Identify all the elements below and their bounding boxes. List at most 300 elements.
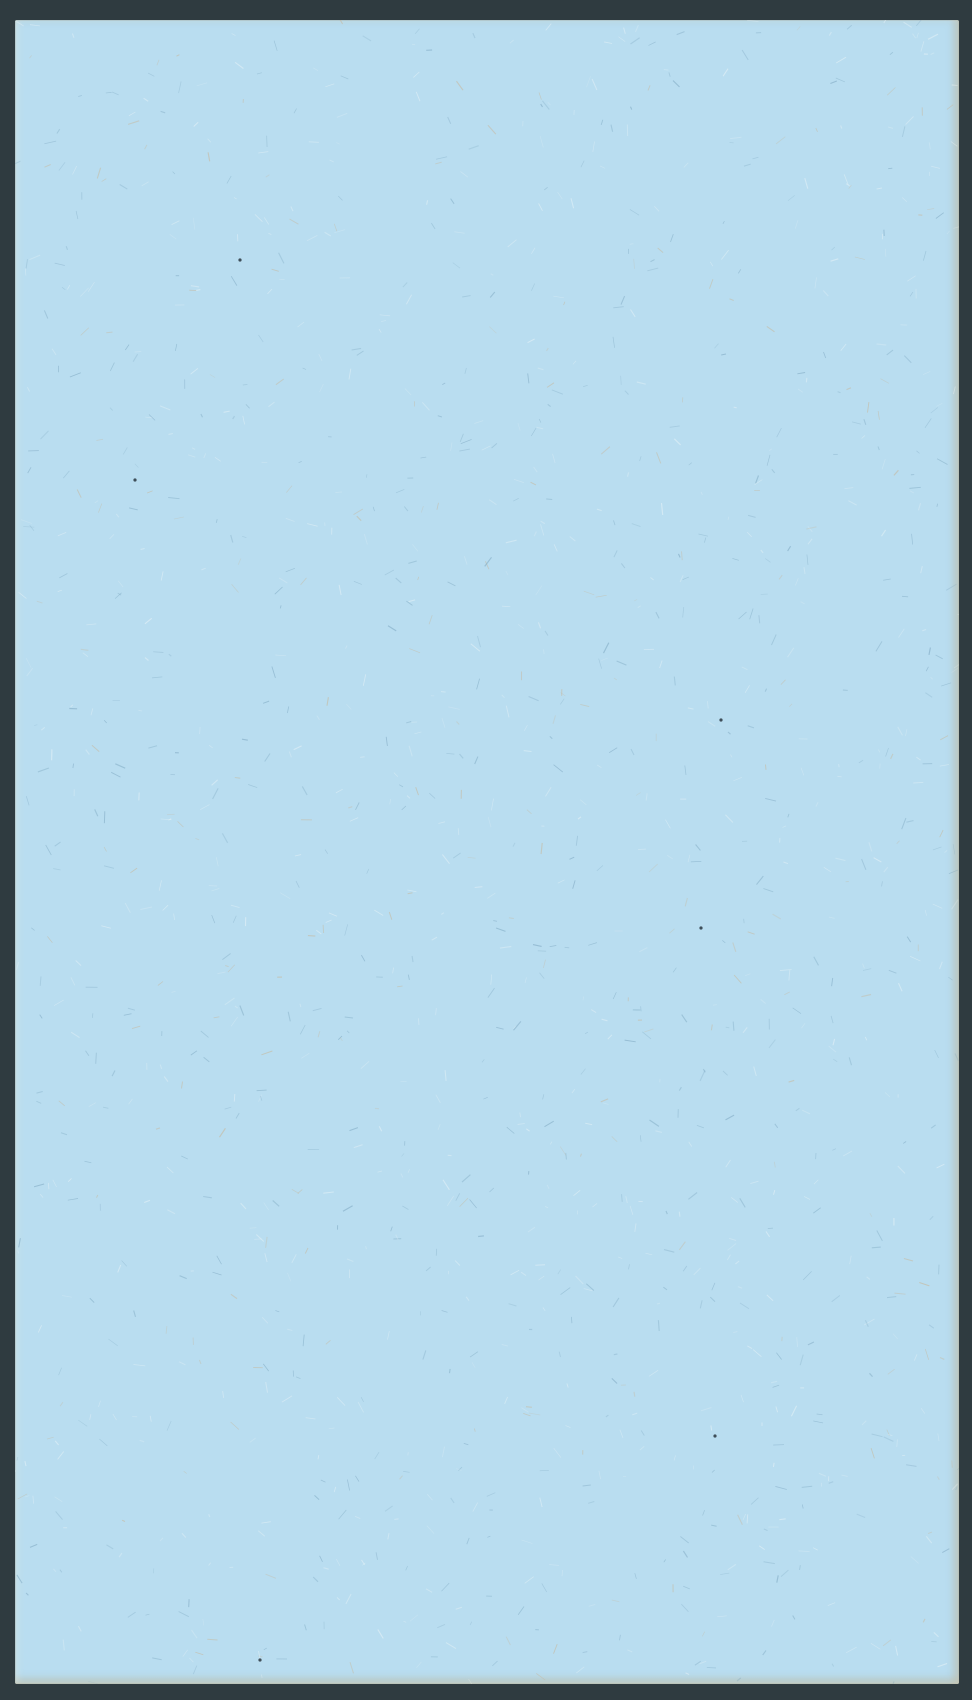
paper-fiber <box>220 1128 226 1137</box>
paper-fiber <box>19 1238 21 1247</box>
paper-fiber <box>640 456 642 461</box>
paper-fiber <box>528 339 535 343</box>
paper-fiber <box>727 1255 730 1260</box>
paper-fiber <box>509 918 514 919</box>
paper-fiber <box>931 408 938 414</box>
paper-fiber <box>542 101 549 110</box>
paper-fiber <box>802 1505 803 1509</box>
paper-fiber <box>843 1151 852 1156</box>
paper-fiber <box>225 1107 232 1109</box>
paper-fiber <box>814 957 819 966</box>
paper-fiber <box>125 345 129 350</box>
paper-fiber <box>634 1392 635 1397</box>
paper-fiber <box>870 1373 873 1376</box>
paper-fiber <box>160 1538 163 1541</box>
paper-fiber <box>269 402 275 407</box>
paper-fiber <box>160 1065 162 1069</box>
paper-fiber <box>648 85 650 90</box>
paper-fiber <box>613 307 623 308</box>
paper-fiber <box>455 1261 460 1266</box>
paper-fiber <box>531 284 534 291</box>
paper-fiber <box>475 757 478 764</box>
paper-fiber <box>548 404 551 406</box>
paper-fiber <box>492 1661 497 1666</box>
paper-fiber <box>566 1153 567 1160</box>
paper-fiber <box>904 1259 913 1262</box>
paper-fiber <box>884 20 890 23</box>
paper-fiber <box>657 452 661 463</box>
paper-fiber <box>558 192 563 199</box>
paper-fiber <box>608 1035 612 1039</box>
paper-fiber <box>639 948 647 952</box>
paper-fiber <box>596 595 607 597</box>
paper-fiber <box>338 196 342 200</box>
paper-fiber <box>355 1516 360 1518</box>
paper-fiber <box>124 1014 132 1016</box>
paper-fiber <box>734 975 741 983</box>
paper-fiber <box>846 1647 857 1653</box>
paper-fiber <box>446 753 454 754</box>
paper-fiber <box>601 447 610 454</box>
paper-fiber <box>814 1180 818 1184</box>
paper-fiber <box>349 369 351 380</box>
paper-fiber <box>59 1101 65 1106</box>
paper-fiber <box>191 368 198 374</box>
paper-fiber <box>830 81 836 84</box>
paper-fiber <box>777 428 782 437</box>
paper-fiber <box>711 1525 716 1526</box>
paper-fiber <box>231 1017 238 1026</box>
paper-fiber <box>402 806 406 810</box>
paper-fiber <box>356 803 360 810</box>
paper-fiber <box>753 1350 761 1357</box>
paper-fiber <box>599 659 602 669</box>
paper-fiber <box>848 501 856 505</box>
paper-fiber <box>263 701 269 703</box>
paper-fiber <box>641 1431 644 1436</box>
paper-fiber <box>927 209 934 210</box>
paper-fiber <box>405 389 411 396</box>
paper-fiber <box>773 1445 784 1446</box>
paper-fiber <box>902 198 907 202</box>
paper-fiber <box>453 853 460 858</box>
paper-fiber <box>897 1439 898 1447</box>
paper-fiber <box>145 417 152 418</box>
paper-fiber <box>191 286 199 287</box>
paper-fiber <box>256 1235 264 1242</box>
paper-fiber <box>473 1503 478 1512</box>
paper-fiber <box>59 162 65 170</box>
paper-fiber <box>130 868 137 873</box>
paper-fiber <box>234 198 237 200</box>
paper-fiber <box>286 568 295 572</box>
paper-fiber <box>442 383 445 385</box>
paper-fiber <box>711 1025 712 1031</box>
paper-fiber <box>538 622 540 628</box>
paper-fiber <box>409 600 416 602</box>
paper-fiber <box>347 1031 349 1033</box>
paper-fiber <box>518 1607 524 1615</box>
paper-fiber <box>98 504 101 513</box>
paper-fiber <box>632 1413 637 1415</box>
paper-speck <box>719 718 722 721</box>
paper-fiber <box>402 1153 405 1156</box>
paper-fiber <box>133 1365 145 1366</box>
paper-fiber <box>58 532 66 536</box>
paper-fiber <box>429 793 435 798</box>
paper-fiber <box>546 787 552 796</box>
paper-fiber <box>123 448 127 455</box>
paper-fiber <box>305 1625 307 1631</box>
paper-fiber <box>358 1402 364 1412</box>
paper-fiber <box>341 76 349 79</box>
paper-fiber <box>325 84 334 87</box>
paper-fiber <box>323 925 324 933</box>
paper-fiber <box>177 55 180 57</box>
paper-fiber <box>730 142 734 143</box>
paper-fiber <box>122 1261 127 1267</box>
paper-fiber <box>317 716 320 720</box>
paper-fiber <box>235 1006 238 1008</box>
paper-fiber <box>352 348 362 350</box>
paper-fiber <box>148 73 154 76</box>
paper-fiber <box>134 1311 136 1317</box>
paper-fiber <box>591 1010 596 1013</box>
paper-fiber <box>550 946 557 947</box>
paper-fiber <box>560 699 564 705</box>
paper-fiber <box>781 1570 788 1577</box>
paper-fiber <box>550 736 553 738</box>
paper-fiber <box>145 145 147 149</box>
paper-fiber <box>195 838 199 839</box>
paper-fiber <box>929 1325 934 1328</box>
paper-fiber <box>63 471 69 478</box>
paper-fiber <box>663 1287 667 1290</box>
paper-fiber <box>506 706 509 718</box>
paper-fiber <box>264 1203 269 1211</box>
paper-speck <box>133 478 136 481</box>
paper-fiber <box>203 1619 204 1626</box>
paper-fiber <box>805 178 808 189</box>
paper-fiber <box>55 263 65 265</box>
paper-fiber <box>902 126 905 136</box>
paper-fiber <box>601 120 603 125</box>
paper-fiber <box>116 514 119 517</box>
paper-fiber <box>301 578 307 585</box>
paper-fiber <box>725 815 733 823</box>
paper-fiber <box>874 858 882 862</box>
paper-fiber <box>829 917 835 918</box>
paper-fiber <box>451 1498 454 1503</box>
paper-fiber <box>329 1428 335 1429</box>
paper-speck <box>713 1434 716 1437</box>
paper-fiber <box>76 211 78 219</box>
paper-fiber <box>225 966 228 967</box>
paper-fiber <box>912 534 913 545</box>
paper-fiber <box>41 431 49 439</box>
paper-fiber <box>767 326 775 331</box>
paper-fiber <box>547 383 554 388</box>
paper-fiber <box>40 1194 43 1197</box>
paper-fiber <box>896 1646 898 1656</box>
paper-fiber <box>183 1650 188 1657</box>
paper-fiber <box>145 658 149 661</box>
paper-fiber <box>654 206 659 211</box>
paper-fiber <box>527 810 532 814</box>
paper-fiber <box>329 913 337 916</box>
paper-fiber <box>581 161 584 168</box>
paper-fiber <box>246 404 250 408</box>
paper-fiber <box>451 443 452 451</box>
paper-fiber <box>738 1515 743 1525</box>
paper-fiber <box>877 344 887 345</box>
paper-fiber <box>658 248 663 253</box>
paper-fiber <box>872 1247 881 1248</box>
paper-fiber <box>178 821 184 827</box>
paper-fiber <box>913 782 923 783</box>
paper-fiber <box>697 1125 704 1128</box>
paper-fiber <box>730 299 734 301</box>
paper-fiber <box>26 658 31 668</box>
paper-fiber <box>85 1161 92 1163</box>
paper-fiber <box>907 276 915 281</box>
paper-fiber <box>319 354 322 361</box>
paper-fiber <box>628 1264 629 1269</box>
paper-fiber <box>673 968 676 973</box>
paper-fiber <box>543 960 545 968</box>
paper-fiber <box>773 914 781 919</box>
paper-fiber <box>919 1283 929 1286</box>
paper-fiber <box>531 248 535 254</box>
paper-fiber <box>496 928 505 931</box>
paper-fiber <box>850 1256 852 1264</box>
paper-fiber <box>38 768 49 772</box>
paper-fiber <box>410 1615 418 1622</box>
paper-fiber <box>849 1057 851 1065</box>
paper-fiber <box>906 1465 916 1467</box>
paper-fiber <box>619 37 626 42</box>
paper-fiber <box>726 1027 730 1028</box>
paper-fiber <box>197 83 207 86</box>
paper-fiber <box>234 1094 235 1102</box>
paper-fiber <box>163 905 169 910</box>
paper-fiber <box>630 244 634 245</box>
paper-fiber <box>40 1015 43 1019</box>
paper-fiber <box>728 1564 736 1569</box>
paper-fiber <box>83 653 88 657</box>
paper-fiber <box>192 448 195 450</box>
paper-fiber <box>541 521 545 524</box>
paper-fiber <box>161 571 163 580</box>
paper-fiber <box>142 182 149 186</box>
paper-fiber <box>549 1564 559 1565</box>
paper-fiber <box>248 785 257 788</box>
paper-fiber <box>674 677 675 686</box>
paper-fiber <box>552 390 563 394</box>
paper-fiber <box>887 88 895 96</box>
paper-fiber <box>390 799 391 804</box>
paper-fiber <box>609 748 617 753</box>
paper-fiber <box>580 800 586 805</box>
paper-fiber <box>223 1391 224 1398</box>
paper-fiber <box>436 157 447 159</box>
paper-fiber <box>733 777 742 781</box>
paper-fiber <box>565 1426 570 1428</box>
paper-fiber <box>104 866 114 869</box>
paper-fiber <box>747 20 758 21</box>
paper-fiber <box>76 961 81 966</box>
paper-fiber <box>140 907 152 910</box>
paper-fiber <box>213 1272 222 1275</box>
paper-fiber <box>583 1485 591 1486</box>
paper-fiber <box>889 970 897 973</box>
paper-fiber <box>937 504 938 507</box>
paper-fiber <box>327 697 328 706</box>
paper-fiber <box>201 568 205 570</box>
paper-fiber <box>470 1200 477 1209</box>
paper-fiber <box>227 176 231 184</box>
paper-fiber <box>742 667 748 670</box>
paper-fiber <box>801 1023 805 1028</box>
paper-fiber <box>445 1070 446 1081</box>
paper-fiber <box>346 1594 351 1604</box>
paper-fiber <box>747 532 752 537</box>
paper-fiber <box>800 1565 801 1570</box>
paper-fiber <box>576 1276 584 1284</box>
paper-fiber <box>523 1413 530 1416</box>
paper-fiber <box>60 1402 63 1406</box>
paper-fiber <box>106 92 112 93</box>
paper-fiber <box>597 765 601 768</box>
paper-fiber <box>115 764 125 768</box>
paper-fiber <box>772 1620 775 1627</box>
paper-fiber <box>929 648 930 655</box>
paper-fiber <box>538 368 544 370</box>
paper-fiber <box>772 469 775 473</box>
paper-fiber <box>128 121 139 125</box>
paper-fiber <box>923 372 930 375</box>
paper-fiber <box>748 932 755 934</box>
paper-fiber <box>254 1239 262 1240</box>
paper-fiber <box>847 388 851 390</box>
paper-fiber <box>296 881 299 888</box>
paper-fiber <box>92 745 99 751</box>
paper-fiber <box>919 503 921 510</box>
paper-fiber <box>492 443 497 448</box>
paper-fiber <box>548 102 551 105</box>
paper-fiber <box>626 1196 628 1203</box>
paper-fiber <box>194 122 199 126</box>
paper-fiber <box>759 1546 765 1550</box>
paper-fiber <box>437 503 439 510</box>
paper-fiber <box>765 689 766 692</box>
paper-fiber <box>457 722 460 725</box>
paper-fiber <box>294 109 297 114</box>
paper-fiber <box>777 1575 778 1582</box>
paper-fiber <box>625 391 629 395</box>
paper-fiber <box>491 274 494 276</box>
paper-fiber <box>60 1570 62 1573</box>
paper-fiber <box>477 679 480 690</box>
paper-fiber <box>460 1198 468 1207</box>
paper-fiber <box>288 1273 291 1281</box>
paper-fiber <box>441 692 446 693</box>
paper-fiber <box>838 392 841 393</box>
paper-fiber <box>418 577 419 580</box>
paper-fiber <box>679 1087 681 1090</box>
paper-fiber <box>97 168 100 179</box>
paper-fiber <box>385 570 394 575</box>
paper-fiber <box>192 1630 198 1638</box>
paper-fiber <box>272 269 279 271</box>
paper-fiber <box>699 534 709 536</box>
paper-fiber <box>112 1071 115 1077</box>
paper-fiber <box>845 488 854 489</box>
paper-fiber <box>871 1643 881 1649</box>
paper-fiber <box>128 1008 135 1010</box>
paper-fiber <box>789 1080 795 1082</box>
paper-fiber <box>658 1320 659 1331</box>
paper-fiber <box>798 389 803 392</box>
paper-fiber <box>30 1544 37 1547</box>
paper-fiber <box>296 1377 300 1379</box>
paper-fiber <box>388 1533 389 1539</box>
paper-fiber <box>882 530 886 536</box>
paper-fiber <box>938 1434 939 1442</box>
paper-fiber <box>343 1206 353 1212</box>
paper-fiber <box>309 142 319 143</box>
paper-fiber <box>753 157 759 159</box>
paper-fiber <box>621 296 625 305</box>
paper-fiber <box>104 720 107 723</box>
paper-fiber <box>340 1037 342 1040</box>
paper-fiber <box>72 34 74 38</box>
paper-fiber <box>713 1005 717 1006</box>
paper-fiber <box>578 817 581 819</box>
paper-fiber <box>757 876 764 885</box>
paper-fiber <box>413 72 419 77</box>
paper-fiber <box>554 765 563 772</box>
paper-fiber <box>723 1071 728 1075</box>
paper-fiber <box>750 1181 758 1183</box>
paper-fiber <box>179 1362 186 1365</box>
paper-fiber <box>581 1154 582 1157</box>
paper-fiber <box>267 136 268 147</box>
paper-fiber <box>427 1526 434 1534</box>
paper-fiber <box>15 161 20 165</box>
paper-fiber <box>259 335 264 342</box>
paper-fiber <box>683 1266 687 1271</box>
paper-fiber <box>70 373 81 377</box>
paper-fiber <box>489 327 496 334</box>
paper-fiber <box>199 1360 201 1364</box>
paper-fiber <box>644 1029 653 1032</box>
paper-fiber <box>412 544 418 551</box>
paper-fiber <box>255 214 263 221</box>
paper-fiber <box>779 575 782 579</box>
paper-fiber <box>751 1498 758 1505</box>
paper-fiber <box>863 969 871 971</box>
paper-fiber <box>857 1514 865 1517</box>
paper-fiber <box>581 1069 586 1075</box>
paper-fiber <box>71 705 73 707</box>
paper-fiber <box>224 411 230 412</box>
paper-fiber <box>565 947 570 948</box>
paper-fiber <box>521 1272 526 1275</box>
paper-fiber <box>316 930 321 934</box>
paper-fiber <box>298 322 305 327</box>
paper-fiber <box>541 843 542 854</box>
